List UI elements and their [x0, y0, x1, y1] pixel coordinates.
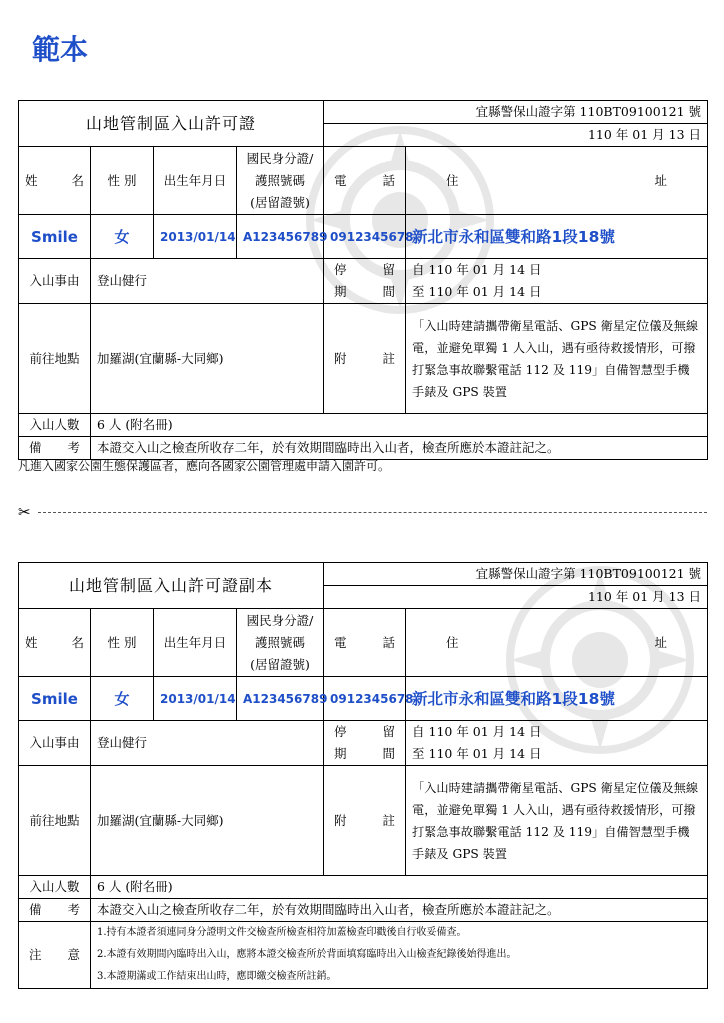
sample-title: 範本 — [32, 33, 89, 66]
trip-destination: 加羅湖(宜蘭縣-大同鄉) — [91, 304, 324, 414]
notice-list — [91, 922, 708, 989]
trip-purpose: 登山健行 — [91, 259, 324, 304]
stay-period: 自 110 年 01 月 14 日 至 110 年 01 月 14 日 — [406, 721, 708, 766]
dashed-divider — [38, 512, 707, 513]
name-header: 姓 名 — [19, 147, 91, 215]
applicant-id-number: A123456789 — [237, 215, 324, 259]
applicant-birth-date: 2013/01/14 — [154, 677, 237, 721]
party-size-header: 入山人數 — [19, 876, 91, 899]
form-title: 山地管制區入山許可證 — [19, 101, 324, 147]
national-park-footnote: 凡進入國家公園生態保護區者，應向各國家公園管理處申請入園許可。 — [18, 459, 391, 473]
remark-header: 備 考 — [19, 437, 91, 460]
purpose-header: 入山事由 — [19, 721, 91, 766]
attach-note-header: 附 註 — [324, 304, 406, 414]
applicant-birth-date: 2013/01/14 — [154, 215, 237, 259]
reference-number: 宜縣警保山證字第 110BT09100121 號 — [324, 101, 708, 124]
stay-period: 自 110 年 01 月 14 日 至 110 年 01 月 14 日 — [406, 259, 708, 304]
party-size: 6 人 (附名冊) — [91, 414, 708, 437]
address-header: 住 址 — [406, 147, 708, 215]
notice-item: 1.持有本證者須連同身分證明文件交檢查所檢查相符加蓋檢查印戳後自行收妥備查。 — [97, 927, 467, 938]
stay-period-header: 停 留 期 間 — [324, 259, 406, 304]
name-header: 姓 名 — [19, 609, 91, 677]
trip-destination: 加羅湖(宜蘭縣-大同鄉) — [91, 766, 324, 876]
attach-note-header: 附 註 — [324, 766, 406, 876]
remark: 本證交入山之檢查所收存二年，於有效期間臨時出入山者，檢查所應於本證註記之。 — [91, 437, 708, 460]
permit-copy-form — [18, 562, 707, 989]
destination-header: 前往地點 — [19, 304, 91, 414]
form-title: 山地管制區入山許可證副本 — [19, 563, 324, 609]
id-number-header: 國民身分證/ 護照號碼 (居留證號) — [237, 147, 324, 215]
id-number-header: 國民身分證/ 護照號碼 (居留證號) — [237, 609, 324, 677]
applicant-phone: 0912345678 — [324, 215, 406, 259]
destination-header: 前往地點 — [19, 766, 91, 876]
applicant-name: Smile — [19, 215, 91, 259]
applicant-name: Smile — [19, 677, 91, 721]
notice-header: 注 意 — [19, 922, 91, 989]
gender-header: 性 別 — [91, 147, 154, 215]
applicant-gender: 女 — [91, 677, 154, 721]
notice-item: 3.本證期滿或工作結束出山時，應即繳交檢查所註銷。 — [97, 971, 337, 982]
cut-line — [18, 504, 707, 520]
attach-note: 「入山時建請攜帶衛星電話、GPS 衛星定位儀及無線電，並避免單獨 1 人入山，遇有亟待救援情形，可撥打緊急事故聯繫電話 112 及 119」自備智慧型手機手錶及 GPS 裝置 — [406, 766, 708, 876]
attach-note: 「入山時建請攜帶衛星電話、GPS 衛星定位儀及無線電，並避免單獨 1 人入山，遇有亟待救援情形，可撥打緊急事故聯繫電話 112 及 119」自備智慧型手機手錶及 GPS 裝置 — [406, 304, 708, 414]
applicant-phone: 0912345678 — [324, 677, 406, 721]
issue-date: 110 年 01 月 13 日 — [324, 586, 708, 609]
stay-period-header: 停 留 期 間 — [324, 721, 406, 766]
applicant-gender: 女 — [91, 215, 154, 259]
issue-date: 110 年 01 月 13 日 — [324, 124, 708, 147]
address-header: 住 址 — [406, 609, 708, 677]
scissors-icon: ✂ — [18, 503, 31, 521]
applicant-address: 新北市永和區雙和路1段18號 — [406, 677, 708, 721]
purpose-header: 入山事由 — [19, 259, 91, 304]
birth-date-header: 出生年月日 — [154, 609, 237, 677]
remark: 本證交入山之檢查所收存二年，於有效期間臨時出入山者，檢查所應於本證註記之。 — [91, 899, 708, 922]
reference-number: 宜縣警保山證字第 110BT09100121 號 — [324, 563, 708, 586]
party-size: 6 人 (附名冊) — [91, 876, 708, 899]
phone-header: 電 話 — [324, 147, 406, 215]
applicant-id-number: A123456789 — [237, 677, 324, 721]
phone-header: 電 話 — [324, 609, 406, 677]
gender-header: 性 別 — [91, 609, 154, 677]
trip-purpose: 登山健行 — [91, 721, 324, 766]
party-size-header: 入山人數 — [19, 414, 91, 437]
remark-header: 備 考 — [19, 899, 91, 922]
notice-item: 2.本證有效期間內臨時出入山，應將本證交檢查所於背面填寫臨時出入山檢查紀錄後始得進出。 — [97, 949, 517, 960]
birth-date-header: 出生年月日 — [154, 147, 237, 215]
permit-form — [18, 100, 707, 460]
applicant-address: 新北市永和區雙和路1段18號 — [406, 215, 708, 259]
